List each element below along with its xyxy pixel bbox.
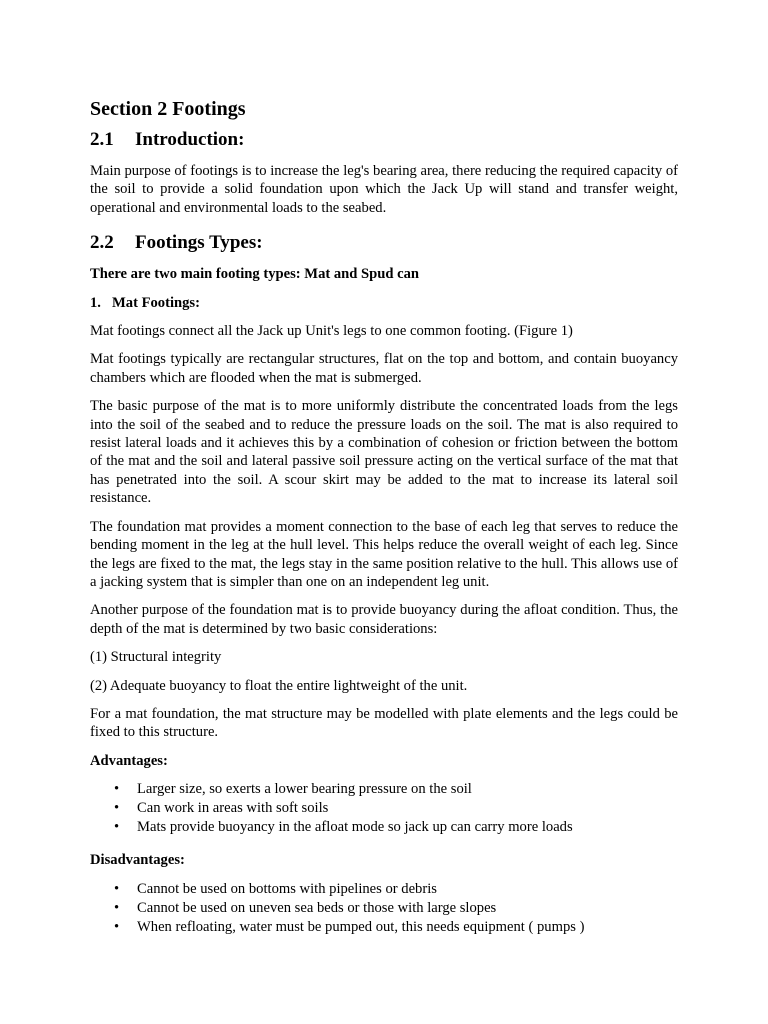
bullet-icon: • xyxy=(114,819,120,836)
paragraph: (2) Adequate buoyancy to float the entire lightweight of the unit. xyxy=(90,677,468,694)
intro-paragraph: Main purpose of footings is to increase the leg's bearing area, there reducing the required capacity of the soil to provide a solid foundation upon which the Jack Up will stand and transfer weight, operational and environmental loads to the seabed. xyxy=(90,163,678,216)
list-item xyxy=(90,818,678,837)
intro-number: 2.1 xyxy=(90,129,114,150)
bullet-icon: • xyxy=(114,918,120,935)
mat-footings-heading xyxy=(90,294,678,312)
paragraph: The foundation mat provides a moment connection to the base of each leg that serves to reduce the bending moment in the leg at the hull level. This helps reduce the overall weight of each leg. Since the legs are fixed to the mat, the legs stay in the same position relative to the hull. This allows use of a jacking system that is simpler than one on an independent leg unit. xyxy=(90,518,678,590)
paragraph: Mat footings connect all the Jack up Unit's legs to one common footing. (Figure 1) xyxy=(90,323,573,340)
list-item xyxy=(90,918,678,937)
mat-footings-title: Mat Footings: xyxy=(112,294,200,311)
types-number: 2.2 xyxy=(90,232,114,254)
types-title: Footings Types: xyxy=(135,232,263,254)
list-item-text: Can work in areas with soft soils xyxy=(137,800,329,817)
bullet-icon: • xyxy=(114,899,120,916)
list-item-text: Larger size, so exerts a lower bearing pressure on the soil xyxy=(137,781,472,798)
advantages-heading: Advantages: xyxy=(90,752,168,769)
paragraph: (1) Structural integrity xyxy=(90,649,222,666)
list-item-text: Cannot be used on bottoms with pipelines or debris xyxy=(137,880,437,897)
list-item-text: When refloating, water must be pumped out, this needs equipment ( pumps ) xyxy=(137,918,585,935)
list-item xyxy=(90,880,678,899)
advantages-list xyxy=(90,780,678,837)
disadvantages-heading: Disadvantages: xyxy=(90,852,185,869)
bullet-icon: • xyxy=(114,880,120,897)
list-item xyxy=(90,799,678,818)
types-lead: There are two main footing types: Mat and Spud can xyxy=(90,266,420,283)
bullet-icon: • xyxy=(114,800,120,817)
list-item-text: Mats provide buoyancy in the afloat mode so jack up can carry more loads xyxy=(137,819,573,836)
list-item xyxy=(90,899,678,918)
intro-title: Introduction: xyxy=(135,129,245,150)
section-title: Section 2 Footings xyxy=(90,98,246,120)
types-heading xyxy=(90,231,678,255)
paragraph: The basic purpose of the mat is to more uniformly distribute the concentrated loads from the legs into the soil of the seabed and to reduce the pressure loads on the soil. The mat is also required to resist lateral loads and it achieves this by a combination of cohesion or friction between the bottom of the mat and the soil and lateral passive soil pressure acting on the vertical surface of the mat that has penetrated into the soil. A scour skirt may be added to the mat to increase its lateral soil resistance. xyxy=(90,398,678,507)
mat-footings-number: 1. xyxy=(90,294,101,311)
paragraph: Mat footings typically are rectangular structures, flat on the top and bottom, and contain buoyancy chambers which are flooded when the mat is submerged. xyxy=(90,351,678,386)
list-item xyxy=(90,780,678,799)
paragraph: Another purpose of the foundation mat is to provide buoyancy during the afloat condition. Thus, the depth of the mat is determined by two basic considerations: xyxy=(90,602,678,637)
disadvantages-list xyxy=(90,880,678,937)
paragraph: For a mat foundation, the mat structure may be modelled with plate elements and the legs could be fixed to this structure. xyxy=(90,705,678,741)
list-item-text: Cannot be used on uneven sea beds or those with large slopes xyxy=(137,899,497,916)
intro-heading xyxy=(90,128,678,152)
bullet-icon: • xyxy=(114,781,120,798)
